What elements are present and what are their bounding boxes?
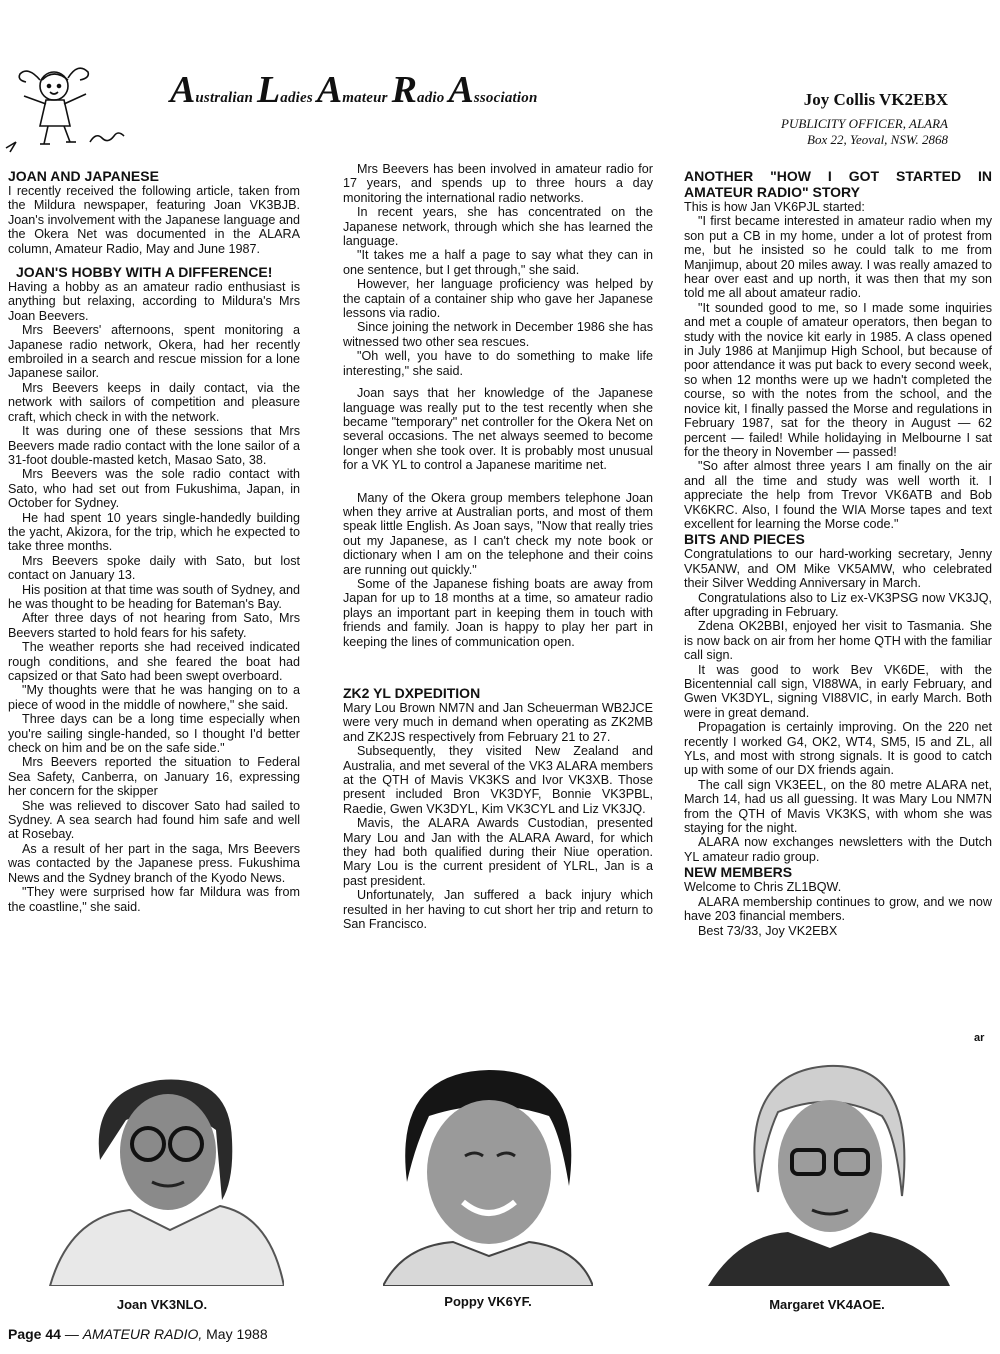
caption-poppy: Poppy VK6YF. (444, 1294, 532, 1309)
paragraph: In recent years, she has concentrated on the Japanese network, through which she has learned the language. (343, 205, 653, 249)
banner-rest-4: adio (417, 90, 445, 106)
paragraph: Zdena OK2BBI, enjoyed her visit to Tasmania. She is now back on air from her home QTH with the familiar call sign. (684, 619, 992, 663)
footer-date: May 1988 (202, 1326, 268, 1342)
paragraph: It was good to work Bev VK6DE, with the Bicentennial call sign, VI88WA, in early February, and Gwen VK3DYL, signing VI88VIC, in early March. Both were in great demand. (684, 662, 992, 720)
banner-rest-3: mateur (342, 90, 388, 106)
paragraph: Some of the Japanese fishing boats are away from Japan for up to 18 months at a time, so amateur radio plays an important part in keeping them in touch with friends and family. Joan is happy to play her part in keeping the lines of communication open. (343, 576, 653, 649)
paragraph: His position at that time was south of Sydney, and he was thought to be heading for Bateman's Bay. (8, 582, 300, 611)
paragraph: "My thoughts were that he was hanging on to a piece of wood in the middle of nowhere," she said. (8, 683, 300, 712)
paragraph: Congratulations to our hard-working secretary, Jenny VK5ANW, and OM Mike VK5AMW, who celebrated their Silver Wedding Anniversary in March. (684, 547, 992, 591)
caption-margaret: Margaret VK4AOE. (769, 1297, 885, 1312)
paragraph: "Oh well, you have to do something to make life interesting," she said. (343, 349, 653, 378)
paragraph: Mrs Beevers reported the situation to Federal Sea Safety, Canberra, on January 16, expressing her concern for the skipper (8, 755, 300, 799)
column-1 (8, 168, 300, 914)
paragraph: I recently received the following article, taken from the Mildura newspaper, featuring Joan VK3BJB. Joan's involvement with the Japanese language and the Okera Net was documented in the ALARA column, Amateur Radio, May and June 1987. (8, 184, 300, 256)
banner-cap-4: R (391, 69, 418, 111)
paragraph: "So after almost three years I am finally on the air and all the time and study was well worth it. I appreciate the help from Trevor VK6ATB and Bob VK6KRC. Also, I found the WIA Morse tapes and text excellent for learning the Morse code." (684, 459, 992, 531)
paragraph: "I first became interested in amateur radio when my son put a CB in my home, under a lot of protest from me, but he insisted so he could talk to me from Manjimup, about 20 miles away. I was really amazed to hear over east and up north, it was then that my son told me all about amateur radio. (684, 214, 992, 301)
footer-page-number: Page 44 (8, 1326, 61, 1342)
caption-joan: Joan VK3NLO. (116, 1297, 208, 1312)
paragraph: Welcome to Chris ZL1BQW. (684, 880, 842, 895)
paragraph: The weather reports she had received indicated rough conditions, and she feared the boat had capsized or that Sato had been swept overboard. (8, 640, 300, 683)
author-name: Joy Collis VK2EBX (803, 90, 948, 109)
photo-poppy (383, 1052, 593, 1286)
paragraph: Best 73/33, Joy VK2EBX (698, 923, 838, 938)
paragraph: "It sounded good to me, so I made some inquiries and met a couple of amateur operators, then began to study with the novice kit early in 1985. A class opened in July 1986 at Manjimup High School, but because of poor attendance it was put back to every second week, so when 12 months were up we hadn't completed the course, so with the notes from the school, and the novice kit, I finally passed the Morse and regulations in February 1987, sat for the theory in August — 62 percent — failed! While holidaying in Melbourne I sat for the theory in November — passed! (684, 300, 992, 459)
paragraph: However, her language proficiency was helped by the captain of a container ship who gave her Japanese lessons via radio. (343, 277, 653, 321)
heading-another-story: ANOTHER "HOW I GOT STARTED IN AMATEUR RADIO" STORY (684, 168, 992, 200)
paragraph: Joan says that her knowledge of the Japanese language was really put to the test recently when she became "temporary" net controller for the Okera Net on several occasions. The net always seemed to become longer when she took over. It is probably most unusual for a VK YL to control a Japanese maritime net. (343, 386, 653, 473)
footer-magazine: AMATEUR RADIO, (82, 1326, 203, 1342)
banner-rest-1: ustralian (195, 90, 254, 106)
author-role: PUBLICITY OFFICER, ALARA (781, 116, 948, 131)
banner-cap-2: L (257, 69, 281, 111)
photo-margaret (688, 1042, 966, 1286)
paragraph: The call sign VK3EEL, on the 80 metre ALARA net, March 14, had us all guessing. It was Mary Lou NM7N from the QTH of Mavis VK3KS, with whom she was staying for the night. (684, 777, 992, 836)
paragraph: Many of the Okera group members telephone Joan when they arrive at Australian ports, and most of them speak little English. As Joan says, "Now that really tries out my Japanese, as I can't check my note book or dictionary when I am on the telephone and their coins are running out quickly." (343, 490, 653, 577)
paragraph: Propagation is certainly improving. On the 220 net recently I worked G4, OK2, WT4, SM5, I5 and ZL, all YLs, and most with strong signals. It is good to catch up with some of our DX friends again. (684, 720, 992, 778)
paragraph: This is how Jan VK6PJL started: (684, 200, 865, 214)
paragraph: "They were surprised how far Mildura was from the coastline," she said. (8, 885, 300, 914)
footer-separator: — (60, 1326, 83, 1342)
column-3 (684, 168, 992, 938)
alara-girl-logo (2, 56, 142, 156)
paragraph: Mrs Beevers has been involved in amateur radio for 17 years, and spends up to three hours a day monitoring the international radio networks. (343, 162, 653, 205)
paragraph: "It takes me a half a page to say what they can in one sentence, but I get through," she said. (343, 248, 653, 277)
heading-zk2-dxpedition: ZK2 YL DXPEDITION (343, 685, 481, 701)
paragraph: Unfortunately, Jan suffered a back injury which resulted in her having to cut short her trip and return to San Francisco. (343, 888, 653, 932)
paragraph: Mrs Beevers keeps in daily contact, via the network with sailors of competition and pleasure craft, which check in with the network. (8, 380, 300, 424)
paragraph: Mrs Beevers was the sole radio contact with Sato, who had set out from Fukushima, Japan, in October for Sydney. (8, 467, 300, 511)
paragraph: Subsequently, they visited New Zealand and Australia, and met several of the VK3 ALARA members at the QTH of Mavis VK3KS and Ivor VK3XB. Those present included Bron VK3DYF, Bonnie VK3PBL, Raedie, Gwen VK3DYL, Kim VK3CYL and Liz VK3JQ. (343, 744, 653, 816)
paragraph: After three days of not hearing from Sato, Mrs Beevers started to hold fears for his safety. (8, 611, 300, 640)
column-2 (343, 162, 653, 932)
photo-joan (40, 1040, 284, 1286)
end-mark: ar (974, 1032, 985, 1044)
page-footer (8, 1326, 268, 1342)
paragraph: ALARA membership continues to grow, and we now have 203 financial members. (684, 894, 992, 924)
alara-banner-title (170, 68, 538, 112)
paragraph: She was relieved to discover Sato had sailed to Sydney. A sea search had found him safe and well at Rosebay. (8, 798, 300, 842)
paragraph: Mavis, the ALARA Awards Custodian, presented Mary Lou and Jan with the ALARA Award, for which they had both qualified during their Niue operation. Mary Lou is the current president of YLRL, Jan is a past president. (343, 816, 653, 888)
heading-joans-hobby: JOAN'S HOBBY WITH A DIFFERENCE! (16, 264, 273, 281)
paragraph: Mary Lou Brown NM7N and Jan Scheuerman WB2JCE were very much in demand when operating as ZK2MB and ZK2JS respectively from February 21 to 27. (343, 701, 653, 744)
heading-joan-and-japanese: JOAN AND JAPANESE (8, 168, 159, 184)
heading-new-members: NEW MEMBERS (684, 864, 793, 881)
banner-rest-2: adies (280, 90, 313, 106)
paragraph: ALARA now exchanges newsletters with the Dutch YL amateur radio group. (684, 835, 992, 864)
banner-rest-5: ssociation (473, 90, 538, 106)
paragraph: Having a hobby as an amateur radio enthusiast is anything but relaxing, according to Mildura's Mrs Joan Beevers. (8, 280, 300, 323)
paragraph: Since joining the network in December 1986 she has witnessed two other sea rescues. (343, 320, 653, 349)
banner-cap-3: A (316, 69, 343, 111)
paragraph: He had spent 10 years single-handedly building the yacht, Akizora, for the trip, which he expected to take three months. (8, 510, 300, 554)
author-block (781, 90, 948, 148)
paragraph: As a result of her part in the saga, Mrs Beevers was contacted by the Japanese press. Fukushima News and the Sydney branch of the Kyodo News. (8, 841, 300, 885)
paragraph: Three days can be a long time especially when you're sailing single-handed, so I thought I'd better check on him and be on the safe side." (8, 712, 300, 756)
banner-cap-1: A (170, 69, 196, 111)
paragraph: It was during one of these sessions that Mrs Beevers made radio contact with the lone sailor of a 31-foot double-masted ketch, Masao Sato, 38. (8, 424, 300, 467)
paragraph: Mrs Beevers spoke daily with Sato, but lost contact on January 13. (8, 553, 300, 583)
heading-bits-and-pieces: BITS AND PIECES (684, 531, 805, 548)
author-address: Box 22, Yeoval, NSW. 2868 (807, 132, 948, 147)
paragraph: Congratulations also to Liz ex-VK3PSG now VK3JQ, after upgrading in February. (684, 590, 992, 619)
banner-cap-5: A (448, 69, 474, 111)
paragraph: Mrs Beevers' afternoons, spent monitoring a Japanese radio network, Okera, had her recently embroiled in a search and rescue mission for a lone Japanese sailor. (8, 323, 300, 381)
